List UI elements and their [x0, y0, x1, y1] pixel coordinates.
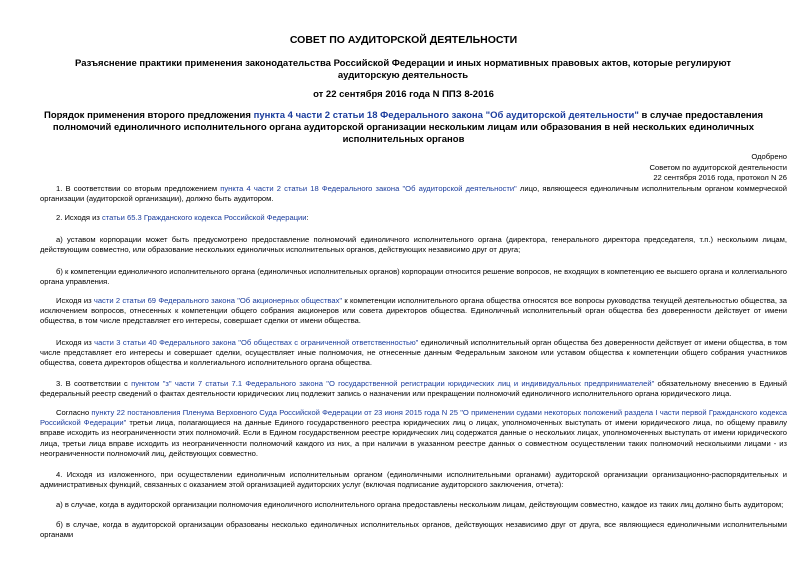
- paragraph-5-text-end: обязательному внесению в Единый федеральный реестр сведений о фактах деятельности юридических лиц подлежит запись о назначении или прекращении полномочий единоличного исполнительного органа юридического лица.: [40, 379, 787, 399]
- approval-line-1: Одобрено: [751, 152, 787, 161]
- paragraph-4: [40, 338, 787, 369]
- paragraph-6: [40, 408, 787, 459]
- paragraph-3-text: Исходя из: [56, 296, 94, 305]
- paragraph-1-text-end: лицо, являющееся единоличным исполнительным органом коммерческой организации (аудиторской организации), должно быть аудитором.: [40, 184, 788, 204]
- paragraph-5-link[interactable]: пунктом "з" части 7 статьи 7.1 Федерального закона "О государственной регистрации юридических лиц и индивидуальных предпринимателей": [131, 379, 655, 388]
- paragraph-1: [40, 184, 787, 204]
- paragraph-1-link[interactable]: пункта 4 части 2 статьи 18 Федерального закона "Об аудиторской деятельности": [220, 184, 517, 193]
- paragraph-5: [40, 379, 787, 399]
- paragraph-6-text-end: третьи лица, полагающиеся на данные Единого государственного реестра юридических лиц о лицах, уполномоченных выступать от имени юридического лица, по общему правилу вправе исходить из неограниченности этих полномочий. Если в Едином государственном реестре юридических лиц содержатся данные о нескольких лицах, уполномоченных выступать от имени юридического лица, третьи лица вправе исходить из неограниченности полномочий каждого из них, а при наличии в указанном реестре данных о совместном осуществлении таких полномочий несколькими лицами - из неограниченности полномочий лиц, действующих совместно.: [40, 418, 787, 458]
- paragraph-6-text: Согласно: [56, 408, 92, 417]
- paragraph-4-link[interactable]: части 3 статьи 40 Федерального закона "Об обществах с ограниченной ответственностью": [94, 338, 419, 347]
- paragraph-2-text: 2. Исходя из: [56, 213, 102, 222]
- document-title: [20, 110, 787, 146]
- paragraph-2b: б) к компетенции единоличного исполнительного органа (единоличных исполнительных органов) корпорации относится решение вопросов, не входящих в компетенцию ее высшего органа и коллегиального органа управления.: [40, 267, 787, 287]
- approval-line-3: 22 сентября 2016 года, протокол N 26: [653, 173, 787, 182]
- paragraph-1-text: 1. В соответствии со вторым предложением: [56, 184, 221, 193]
- paragraph-7a: а) в случае, когда в аудиторской организации полномочия единоличного исполнительного органа предоставлены нескольким лицам, действующим совместно, каждое из таких лиц должно быть аудитором;: [56, 500, 784, 509]
- paragraph-3-text-end: к компетенции исполнительного органа общества относятся все вопросы руководства текущей деятельностью общества, за исключением вопросов, отнесенных к компетенции общего собрания акционеров или совета директоров общества. Единоличный исполнительный орган общества без доверенности действует от имени общества, в том числе представляет его интересы, совершает сделки от имени общества.: [40, 296, 787, 326]
- paragraph-2: [40, 213, 787, 223]
- title-law-link[interactable]: пункта 4 части 2 статьи 18 Федерального закона "Об аудиторской деятельности": [253, 110, 639, 121]
- title-text-start: Порядок применения второго предложения: [44, 110, 254, 121]
- document-date: от 22 сентября 2016 года N ППЗ 8-2016: [313, 89, 494, 100]
- council-heading: СОВЕТ ПО АУДИТОРСКОЙ ДЕЯТЕЛЬНОСТИ: [289, 34, 518, 46]
- paragraph-2-link[interactable]: статьи 65.3 Гражданского кодекса Российской Федерации: [101, 213, 307, 222]
- paragraph-4-text: Исходя из: [56, 338, 95, 347]
- paragraph-6-link[interactable]: пункту 22 постановления Пленума Верховного Суда Российской Федерации от 23 июня 2015 года N 25 "О применении судами некоторых положений раздела I части первой Гражданского кодекса Российской Федерации": [40, 408, 787, 428]
- approval-line-2: Советом по аудиторской деятельности: [649, 162, 787, 172]
- paragraph-4-text-end: единоличный исполнительный орган общества без доверенности действует от имени общества, в том числе представляет его интересы и совершает сделки, осуществляет иные полномочия, не отнесенные данным Федеральным законом или уставом общества к компетенции общего собрания участников общества, совета директоров общества и коллегиального исполнительного органа общества.: [40, 338, 787, 368]
- title-text-end: в случае предоставления полномочий единоличного исполнительного органа аудиторской организации нескольким лицам или образования в ней нескольких единоличных исполнительных органов: [52, 110, 763, 145]
- paragraph-5-text: 3. В соответствии с: [56, 379, 132, 388]
- paragraph-3: [40, 296, 787, 327]
- document-subtitle: Разъяснение практики применения законодательства Российской Федерации и иных нормативных правовых актов, которые регулируют аудиторскую деятельность: [75, 58, 731, 81]
- paragraph-7b: б) в случае, когда в аудиторской организации образованы несколько единоличных исполнительных органов, действующих независимо друг от друга, все являющиеся единоличными исполнительными органами: [40, 520, 787, 540]
- paragraph-2a: а) уставом корпорации может быть предусмотрено предоставление полномочий единоличного исполнительного органа (директора, генерального директора председателя, т.п.) нескольким лицам, действующим совместно, или образование нескольких единоличных исполнительных органов, действующих независимо друг от друга;: [40, 235, 787, 255]
- paragraph-2-text-end: :: [306, 213, 309, 222]
- approval-block: [650, 152, 787, 184]
- paragraph-7: 4. Исходя из изложенного, при осуществлении единоличным исполнительным органом (единоличными исполнительными органами) аудиторской организации организационно-распорядительных и административных функций, связанных с оказанием этой организацией аудиторских услуг (включая подписание аудиторского заключения, отчета):: [40, 470, 787, 490]
- paragraph-3-link[interactable]: части 2 статьи 69 Федерального закона "Об акционерных обществах": [93, 296, 343, 305]
